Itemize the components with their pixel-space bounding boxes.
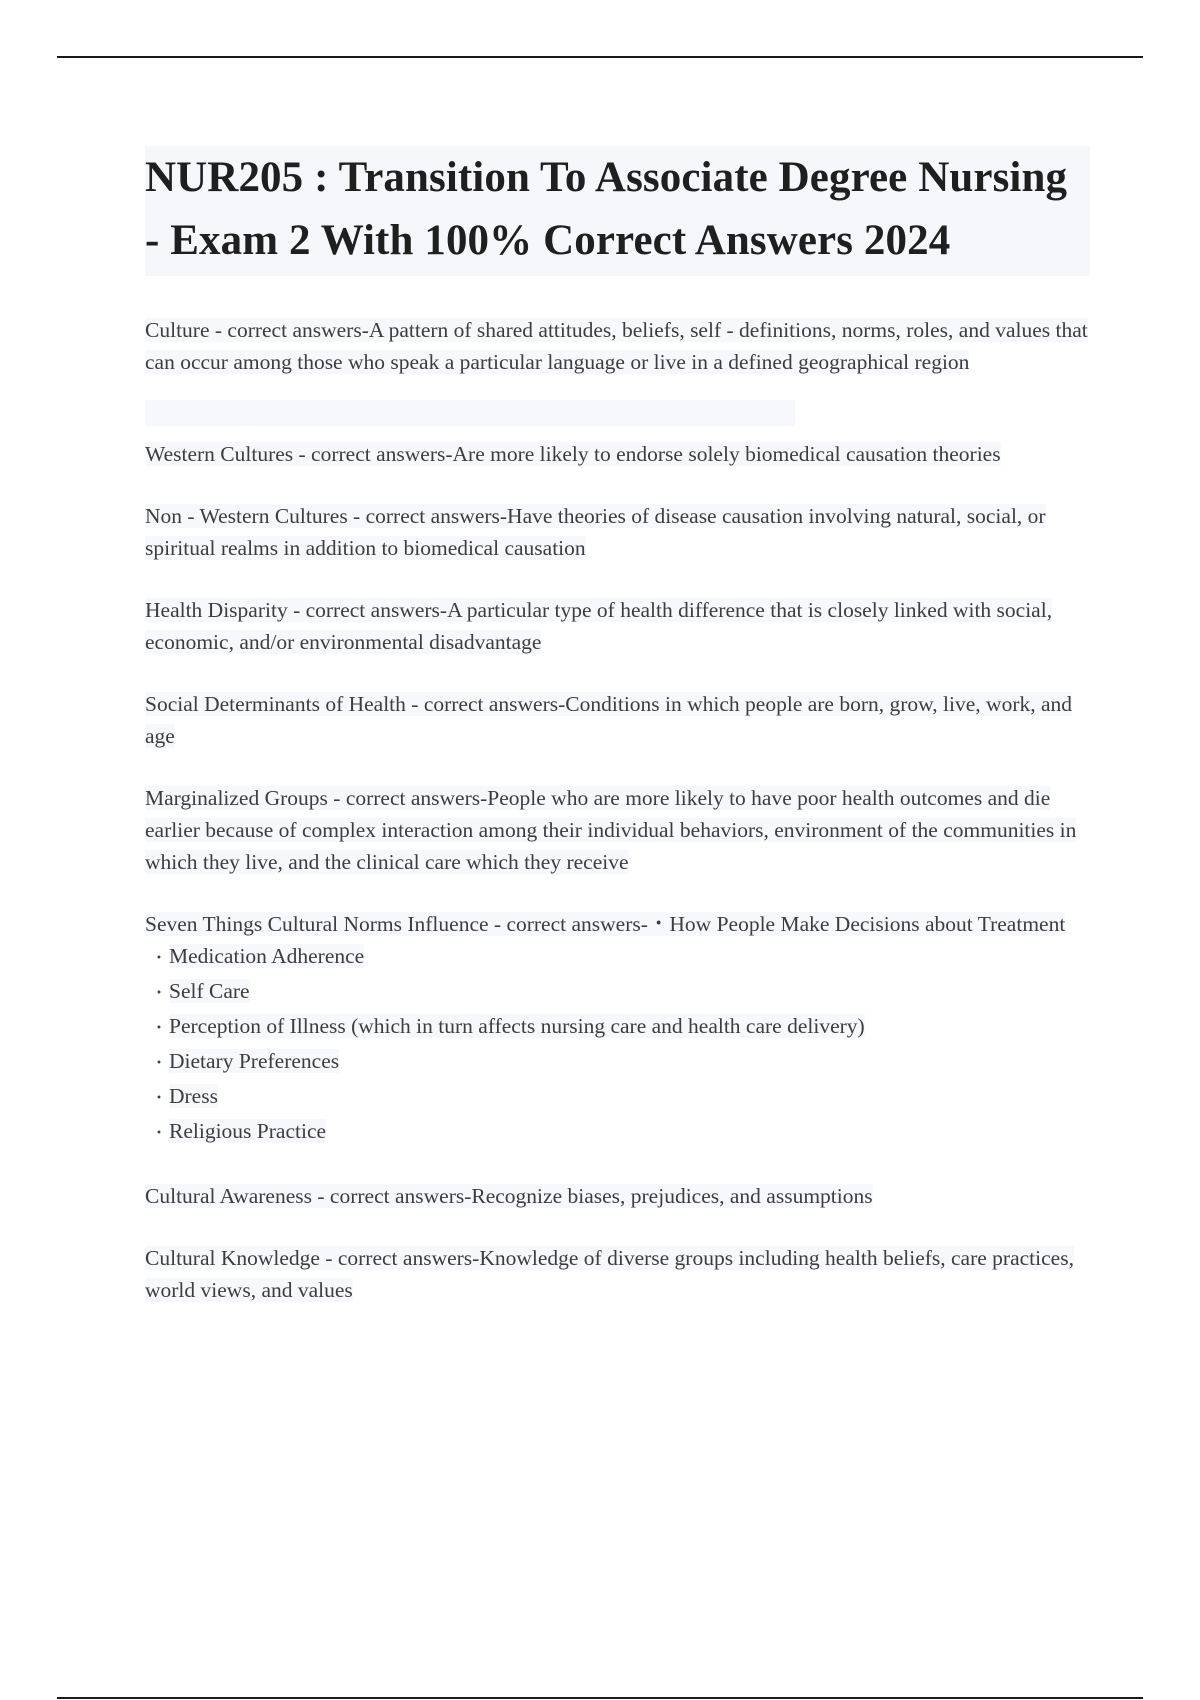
bullet-item: ・Perception of Illness (which in turn affects nursing care and health care delivery) <box>145 1010 1090 1045</box>
bullet-item: ・Religious Practice <box>145 1115 1090 1150</box>
document-title: NUR205 : Transition To Associate Degree Nursing - Exam 2 With 100% Correct Answers 2024 <box>145 154 1068 264</box>
entry-text: Health Disparity - correct answers-A particular type of health difference that is closely linked with social, economic, and/or environmental disadvantage <box>145 598 1053 654</box>
bullet-item: ・Dress <box>145 1080 1090 1115</box>
bottom-rule <box>57 1697 1143 1699</box>
entry-cultural-knowledge <box>145 1242 1090 1306</box>
entry-social-determinants <box>145 688 1090 752</box>
entry-non-western-cultures <box>145 500 1090 564</box>
title-block <box>145 146 1090 276</box>
highlight-bar <box>145 400 795 426</box>
bullet-list <box>145 940 1090 1150</box>
entry-text: Cultural Awareness - correct answers-Recognize biases, prejudices, and assumptions <box>145 1184 873 1208</box>
entry-text: Cultural Knowledge - correct answers-Knowledge of diverse groups including health beliefs, care practices, world views, and values <box>145 1246 1074 1302</box>
entry-text: Seven Things Cultural Norms Influence - correct answers-・How People Make Decisions about Treatment <box>145 912 1066 936</box>
bullet-item: ・Medication Adherence <box>145 940 1090 975</box>
bullet-item: ・Dietary Preferences <box>145 1045 1090 1080</box>
entry-text: Western Cultures - correct answers-Are more likely to endorse solely biomedical causation theories <box>145 442 1001 466</box>
entry-cultural-awareness <box>145 1180 1090 1212</box>
bullet-glyph: ・ <box>151 1125 168 1142</box>
entry-seven-things <box>145 908 1090 1150</box>
entry-text: Non - Western Cultures - correct answers-Have theories of disease causation involving natural, social, or spiritual realms in addition to biomedical causation <box>145 504 1046 560</box>
entry-culture <box>145 314 1090 378</box>
entry-marginalized-groups <box>145 782 1090 878</box>
entry-text: Social Determinants of Health - correct answers-Conditions in which people are born, grow, live, work, and age <box>145 692 1073 748</box>
entry-health-disparity <box>145 594 1090 658</box>
bullet-glyph: ・ <box>151 1055 168 1072</box>
bullet-item: ・Self Care <box>145 975 1090 1010</box>
bullet-glyph: ・ <box>151 950 168 967</box>
bullet-glyph: ・ <box>151 1020 168 1037</box>
document-body <box>145 146 1090 1336</box>
entry-western-cultures <box>145 438 1090 470</box>
bullet-glyph: ・ <box>151 1090 168 1107</box>
bullet-glyph: ・ <box>151 985 168 1002</box>
entry-text: Marginalized Groups - correct answers-People who are more likely to have poor health outcomes and die earlier because of complex interaction among their individual behaviors, environment of the communities in which they live, and the clinical care which they receive <box>145 786 1077 874</box>
entry-text: Culture - correct answers-A pattern of shared attitudes, beliefs, self - definitions, norms, roles, and values that can occur among those who speak a particular language or live in a defined geographical region <box>145 318 1088 374</box>
top-rule <box>57 56 1143 58</box>
